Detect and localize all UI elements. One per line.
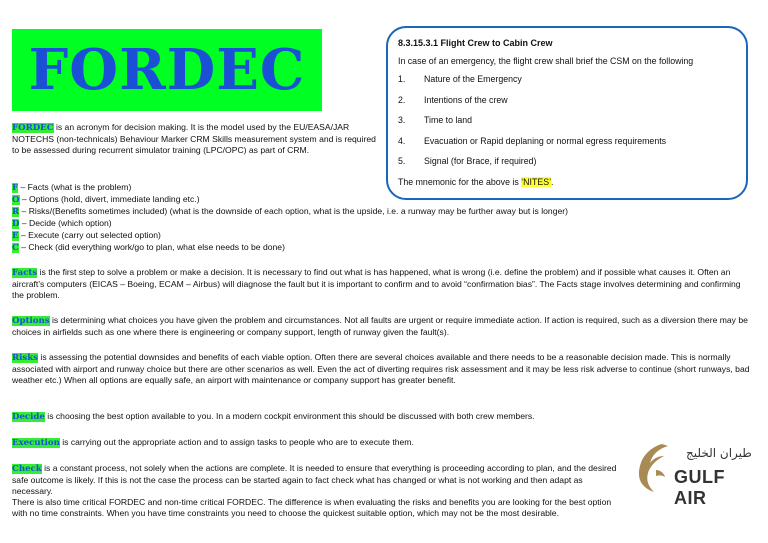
mnemonic-nites: ‘NITES’ (521, 176, 552, 187)
section-decide (12, 411, 754, 423)
section-text: is determining what choices you have given the problem and circumstances. Not all faults are urgent or require immediate action. If action is required, such as a diversion there may be choices in airfields such as one where there is engineering or company support, length of runway given the fault(s). (12, 315, 748, 337)
callout-item (398, 95, 734, 105)
page-title: FORDEC (28, 37, 306, 103)
closing-text: There is also time critical FORDEC and non-time critical FORDEC. The difference is when evaluating the risks and benefits you are looking for the best option with no time constraints. When you have time constraints you need to choose the quickest suitable option, which may not be the most desirable. (12, 497, 612, 518)
section-check (12, 463, 624, 519)
cabin-crew-callout (386, 26, 748, 200)
section-term: Check (12, 464, 42, 474)
step-text: – Check (did everything work/go to plan, what else needs to be done) (18, 241, 285, 252)
section-facts (12, 267, 754, 301)
step-letter: C (12, 242, 19, 253)
section-term: Execution (12, 438, 60, 448)
falcon-icon (632, 440, 674, 496)
logo-arabic: طيران الخليج (686, 446, 752, 460)
section-text: is a constant process, not solely when the actions are complete. It is needed to ensure that everything is proceeding according to plan, and the desired safe outcome is likely. If this is not the case the process can be started again to fact check what has changed or what is not working and then adapt as necessary. (12, 463, 617, 496)
section-text: is carrying out the appropriate action and to assign tasks to people who are to execute them. (59, 437, 414, 447)
step-r (12, 206, 568, 218)
step-letter: F (12, 183, 19, 193)
item-number: 5. (398, 156, 406, 166)
step-c (12, 242, 568, 254)
item-text: Intentions of the crew (424, 94, 508, 105)
step-letter: R (12, 206, 20, 217)
step-letter: O (12, 194, 20, 205)
section-term: Decide (12, 412, 45, 422)
callout-title: 8.3.15.3.1 Flight Crew to Cabin Crew (398, 38, 553, 48)
section-text: is assessing the potential downsides and benefits of each viable option. Often there are several choices available and there needs to be a reasonable decision made. This is normally associated with airport and runway choice but there are other scenarios as well. Even the act of diverting requires risk assessment and it may be less risk adverse to continue (short runways, bad weather etc.) When all options are equally safe, an airport with maintenance or company support has greater benefit. (12, 352, 750, 385)
step-e (12, 230, 568, 242)
step-text: – Execute (carry out selected option) (18, 229, 161, 240)
step-letter: E (12, 230, 19, 241)
logo-english: GULF AIR (674, 467, 725, 508)
item-text: Time to land (424, 115, 473, 125)
section-term: Risks (12, 353, 39, 363)
callout-item (398, 136, 734, 146)
section-options (12, 315, 754, 338)
mnemonic-prefix: The mnemonic for the above is (398, 176, 522, 187)
section-term: Options (12, 316, 50, 326)
callout-item (398, 156, 734, 166)
item-number: 2. (398, 94, 406, 105)
step-d (12, 218, 568, 230)
section-term: Facts (12, 268, 38, 278)
item-text: Nature of the Emergency (424, 74, 522, 84)
step-letter: D (12, 218, 20, 229)
step-text: – Risks/(Benefits sometimes included) (what is the downside of each option, what is the upside, i.e. a runway may be further away but is longer) (19, 205, 568, 216)
section-text: is choosing the best option available to you. In a modern cockpit environment this should be discussed with both crew members. (44, 411, 535, 421)
item-number: 4. (398, 135, 406, 146)
section-text: is the first step to solve a problem or make a decision. It is necessary to find out what is has happened, what is wrong (i.e. define the problem) and if possible what causes it. Often an aircraft’s computers (EICAS – Boeing, ECAM – Airbus) will diagnose the fault but it is important to confirm and to avoid “confirmation bias”. The Facts stage involves determining and confirming the problem. (12, 267, 741, 300)
callout-mnemonic (398, 177, 734, 187)
callout-item (398, 74, 734, 84)
item-number: 1. (398, 74, 406, 84)
mnemonic-suffix: . (551, 176, 554, 187)
item-number: 3. (398, 115, 406, 125)
item-text: Signal (for Brace, if required) (424, 156, 537, 166)
intro-term: FORDEC (12, 123, 54, 133)
step-text: – Decide (which option) (19, 217, 112, 228)
callout-item (398, 115, 734, 125)
intro-text: is an acronym for decision making. It is the model used by the EU/EASA/JAR NOTECHS (non-technicals) Behaviour Marker CRM Skills measurement system and is required to be assessed during recurrent simulator training (LPC/OPC) as part of CRM. (12, 122, 376, 155)
callout-intro: In case of an emergency, the flight crew shall brief the CSM on the following (398, 56, 694, 66)
title-banner (12, 29, 322, 111)
intro-paragraph (12, 122, 377, 156)
gulf-air-logo (632, 440, 760, 508)
step-text: – Facts (what is the problem) (18, 182, 132, 192)
item-text: Evacuation or Rapid deplaning or normal egress requirements (424, 135, 667, 146)
section-risks (12, 352, 754, 386)
step-text: – Options (hold, divert, immediate landing etc.) (19, 193, 200, 204)
